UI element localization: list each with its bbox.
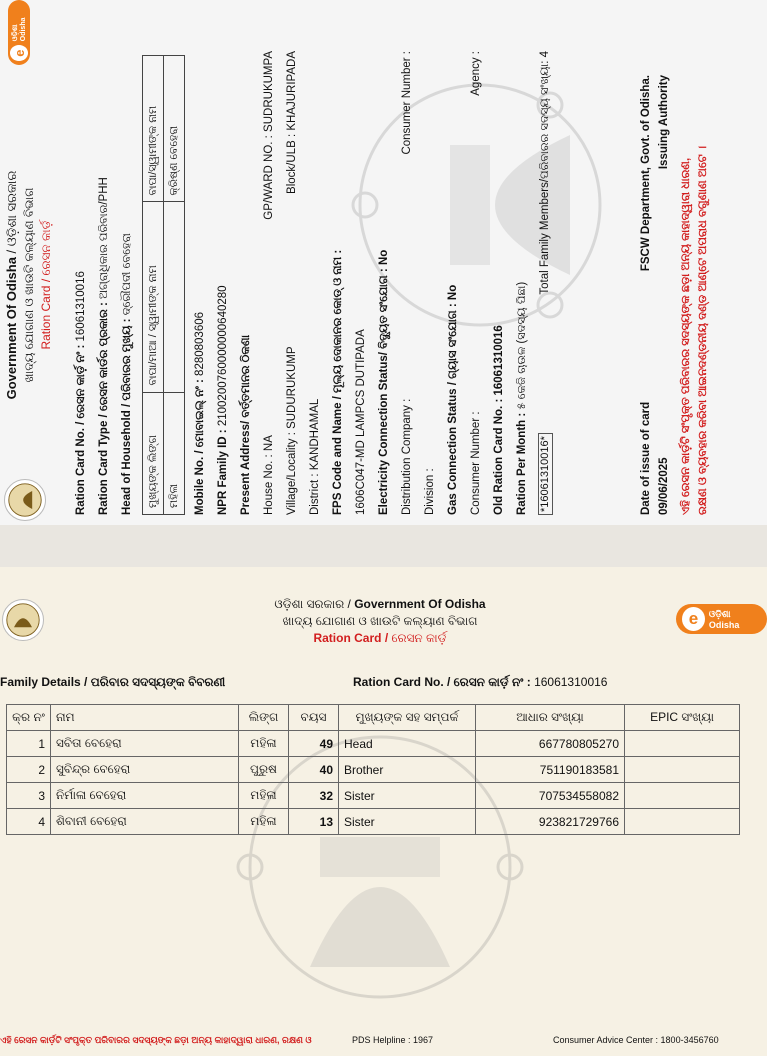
district-row: District : KANDHAMAL [308,398,321,515]
present-address-label: Present Address/ ବର୍ତ୍ତମାନର ଠିକଣା [239,334,252,515]
serial-row: *16061310016* Total Family Members/ପରିବାରର ସଦସ୍ୟ ସଂଖ୍ୟା: 4 [534,45,557,515]
village-row: Village/Locality : SUDURUKUMP Block/ULB : KHAJURIPADA [285,51,298,515]
ration-month-row: Ration Per Month : ୫ କେଜି ଚାଉଳ (ସଦସ୍ୟ ପିଛା) [515,281,528,515]
family-details-card [0,567,767,1056]
npr-row: NPR Family ID : 2100200760000000640280 [216,285,229,515]
bottom-header: ଓଡ଼ିଶା ସରକାର / Government Of Odisha ଖାଦ୍ୟ ଯୋଗାଣ ଓ ଖାଉଟି କଲ୍ୟାଣ ବିଭାଗ Ration Card / ରେସନ କାର୍ଡ଼ [274,597,486,645]
gas-consumer-row: Consumer Number : Agency : [469,51,482,515]
top-card-content [0,0,767,525]
consumer-advice-center: Consumer Advice Center : 1800-3456760 [553,1035,719,1045]
table-header-row: କ୍ର ନଂ ନାମ ଲିଙ୍ଗ ବୟସ ମୁଖ୍ୟଙ୍କ ସହ ସମ୍ପର୍କ ଆଧାର ସଂଖ୍ୟା EPIC ସଂଖ୍ୟା [7,705,740,731]
pds-helpline: PDS Helpline : 1967 [352,1035,434,1045]
top-footer: Date of issue of card FSCW Department, Govt. of Odisha. 09/06/2025 Issuing Authority ଏହି ରେସନ କାର୍ଡ଼ଟି ସଂପୃକ୍ତ ପରିବାରର ସଦସ୍ୟଙ୍କ ଛଡ଼ା ଅନ୍ୟ କାହାଦ୍ୱାରା ଧାରଣ, ରକ୍ଷଣ ଓ ବ୍ୟବହାର କରିବା ଆଇନଦଣ୍ଡନୀୟ ଦଣ୍ଡ ଆଣ୍ଟେ ଅପରାଧ ବଗୁଣାଣ ଅଟେ । [640,35,711,515]
old-card-row: Old Ration Card No. : 16061310016 [492,325,505,515]
e-odisha-logo-icon-bottom: e ଓଡ଼ିଶା Odisha [676,604,767,634]
distribution-row: Distribution Company : Consumer Number : [400,51,413,515]
family-details-title: Family Details / ପରିବାର ସଦସ୍ୟଙ୍କ ବିବରଣୀ [0,675,226,689]
serial-barcode-text: *16061310016* [538,433,553,515]
table-row: 3 ନିର୍ମାଳା ବେହେରା ମହିଳା 32 Sister 707534558082 [7,783,740,809]
odisha-emblem-icon-bottom [2,599,44,641]
table-row: 2 ସୁବିନ୍ଦ୍ର ବେହେରା ପୁରୁଷ 40 Brother 751190183581 [7,757,740,783]
ration-card-no-row: Ration Card No. / ରେସନ କାର୍ଡ଼ ନଂ : 16061310016 [74,271,87,515]
hoh-table: ମୁଖ୍ୟଙ୍କ ଲିଙ୍ଗ ବାପା/ମାଆ / ସ୍ୱାମୀଙ୍କ ନାମ ବାପା/ସ୍ୱାମୀଙ୍କ ନାମ ମହିଳା କ୍ରିଷ୍ଣ ବେହେରା [142,55,185,515]
house-row: House No. : NA GP/WARD NO. : SUDRUKUMPA [262,51,275,515]
family-card-no: Ration Card No. / ରେସନ କାର୍ଡ଼ ନଂ : 16061310016 [353,675,608,689]
electricity-row: Electricity Connection Status/ ବିଦ୍ୟୁତ ସଂଯୋଗ : No [377,249,390,515]
top-fields [70,45,557,515]
top-ration-card [0,0,767,525]
table-row: 4 ଶିବାନୀ ବେହେରା ମହିଳା 13 Sister 923821729766 [7,809,740,835]
mobile-row: Mobile No. / ମୋବାଇଲ୍ ନଂ : 8280803606 [193,311,206,515]
fps-value-row: 1606C047-MD LAMPCS DUTIPADA [354,329,367,515]
head-of-household-row: Head of Household / ପରିବାରର ମୁଖ୍ୟ : ଦ୍ରୌପଦୀ ବେହେରା [120,233,133,515]
division-row: Division : [423,468,436,515]
fps-label-row: FPS Code and Name / ମୂଲ୍ୟ ଦୋକାନର କୋଡ୍ ଓ ନାମ : [331,249,344,515]
family-members-table [6,704,740,835]
legal-note: ଏହି ରେସନ କାର୍ଡ଼ଟି ସଂପୃକ୍ତ ପରିବାରର ସଦସ୍ୟଙ୍କ ଛଡ଼ା ଅନ୍ୟ କାହାଦ୍ୱାରା ଧାରଣ, ରକ୍ଷଣ ଓ ବ୍ୟବହାର କରିବା ଆଇନଦଣ୍ଡନୀୟ ଦଣ୍ଡ ଆଣ୍ଟେ ଅପରାଧ ବଗୁଣାଣ ଅଟେ । [680,145,709,515]
ration-card-type-row: Ration Card Type / ରେସନ କାର୍ଡର ପ୍ରକାର : ଅଗ୍ରାଧିକାର ପରିବାର/PHH [97,177,110,515]
top-header: Government Of Odisha / ଓଡ଼ିଶା ସରକାର ଖାଦ୍ୟ ଯୋଗାଣ ଓ ଖାଉଟି କଲ୍ୟାଣ ବିଭାଗ Ration Card / ରେସନ କାର୍ଡ଼ [4,170,53,400]
e-odisha-logo-icon: e ଓଡ଼ିଶା Odisha [8,0,30,65]
gas-row: Gas Connection Status / ଗ୍ୟାସ ସଂଯୋଗ : No [446,284,459,515]
table-row: 1 ସବିତା ବେହେରା ମହିଳା 49 Head 667780805270 [7,731,740,757]
footer-legal-note: ଏହି ରେସନ କାର୍ଡ଼ଟି ସଂପୃକ୍ତ ପରିବାରର ସଦସ୍ୟଙ୍କ ଛଡ଼ା ଅନ୍ୟ କାହାଦ୍ୱାରା ଧାରଣ, ରକ୍ଷଣ ଓ [0,1035,312,1045]
